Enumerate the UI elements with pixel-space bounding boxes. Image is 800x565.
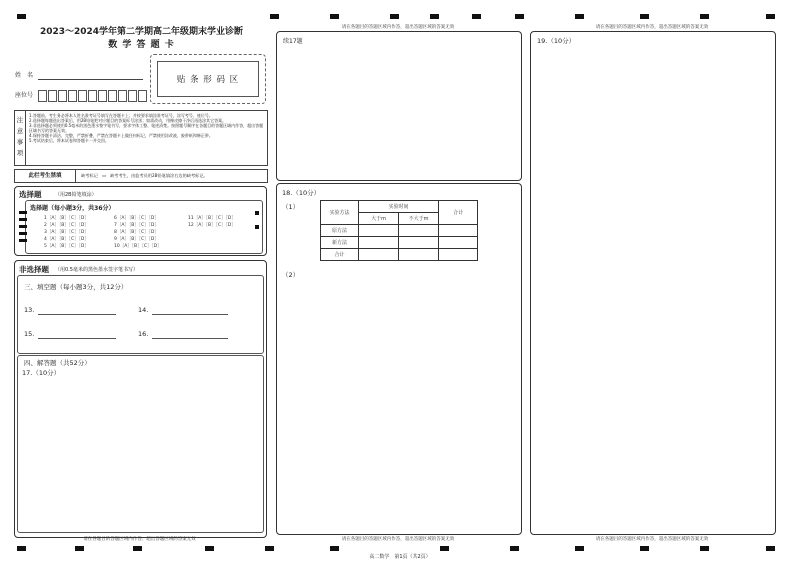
q18-label: 18.（10分） <box>282 189 321 197</box>
timing-mark <box>330 546 339 551</box>
choice-q7[interactable]: 7［A］［B］［C］［D］ <box>114 223 159 228</box>
choice-q11[interactable]: 11［A］［B］［C］［D］ <box>188 216 236 221</box>
choice-q12[interactable]: 12［A］［B］［C］［D］ <box>188 223 236 228</box>
notice-item: 1.答题前，考生务必将本人姓名准考证号填写在答题卡上；并按要求填涂准考证号，涂写考号、座位号。 <box>29 113 213 118</box>
table-row-label: 合计 <box>321 249 359 261</box>
nonchoice-section <box>14 260 267 538</box>
notice-box <box>14 110 268 166</box>
notice-item: 3.非选择题必须使用0.5毫米的黑色墨水签字笔书写，要求字体工整、笔迹清楚。按照题号顺序在各题目的答题区域内作答，超出答题区域书写的答案无效。 <box>29 123 264 133</box>
timing-mark <box>75 546 84 551</box>
q18-part2: （2） <box>282 271 300 279</box>
choice-subtitle: 选择题（每小题3分，共36分） <box>30 205 115 212</box>
timing-mark <box>19 239 27 242</box>
timing-mark <box>510 546 519 551</box>
q18-box[interactable] <box>276 183 522 535</box>
choice-title: 选择题 <box>19 190 42 199</box>
choice-q1[interactable]: 1［A］［B］［C］［D］ <box>44 216 89 221</box>
timing-mark <box>430 14 439 19</box>
timing-mark <box>19 225 27 228</box>
timing-mark <box>19 218 27 221</box>
choice-q3[interactable]: 3［A］［B］［C］［D］ <box>44 230 89 235</box>
choice-section <box>14 186 267 256</box>
table-cell[interactable] <box>399 225 439 237</box>
solve-title: 四、解答题（共52分） <box>24 359 91 367</box>
table-cell[interactable] <box>439 225 478 237</box>
table-cell[interactable] <box>439 237 478 249</box>
seat-boxes[interactable] <box>38 87 148 106</box>
timing-mark <box>133 546 142 551</box>
timing-mark <box>700 546 709 551</box>
timing-mark <box>440 546 449 551</box>
barcode-label: 贴 条 形 码 区 <box>157 61 259 97</box>
timing-mark <box>17 546 26 551</box>
table-cell[interactable] <box>359 249 399 261</box>
table-time-header: 实验时间 <box>359 201 439 213</box>
q17-label: 17.（10分） <box>22 369 61 377</box>
choice-box <box>25 200 263 254</box>
notice-item: 4.保持答题卡清洁、完整，严禁折叠，严禁在答题卡上做任何标记，严禁使用涂改液、胶带纸和修正带。 <box>29 133 213 138</box>
timing-mark <box>575 546 584 551</box>
q17-continued-label: 续17题 <box>283 38 303 45</box>
table-cell[interactable] <box>359 237 399 249</box>
page-subtitle: 数 学 答 题 卡 <box>108 40 175 50</box>
timing-mark <box>766 546 775 551</box>
choice-note: （用2B铅笔填涂） <box>55 192 97 198</box>
timing-mark <box>640 14 649 19</box>
q14-label: 14. <box>138 306 149 314</box>
q15-answer[interactable] <box>38 338 116 339</box>
col1-bottom-note: 请在各题目的答题区域内作答，超出答题区域的答案无效 <box>83 537 196 542</box>
choice-q4[interactable]: 4［A］［B］［C］［D］ <box>44 237 89 242</box>
q13-label: 13. <box>24 306 35 314</box>
q17-answer-area[interactable] <box>22 378 258 528</box>
table-gt-header: 大于m <box>359 213 399 225</box>
timing-mark <box>390 14 399 19</box>
timing-mark <box>255 225 259 229</box>
timing-mark <box>205 546 214 551</box>
q17-continued-box[interactable] <box>276 31 522 181</box>
timing-mark <box>575 14 584 19</box>
col2-bottom-note: 请在各题目的答题区域内作答，超出答题区域的答案无效 <box>341 537 455 542</box>
table-cell[interactable] <box>399 249 439 261</box>
timing-mark <box>17 14 26 19</box>
q14-answer[interactable] <box>152 314 228 315</box>
col3-top-note: 请在各题目的答题区域内作答，超出答题区域的答案无效 <box>595 25 709 30</box>
page-title: 2023～2024学年第二学期高二年级期末学业诊断 <box>39 27 244 37</box>
absent-text[interactable]: 缺考标记 ▭ 缺考考生，由监考员用2B铅笔填涂右边的缺考标记。 <box>81 173 208 178</box>
table-method-header: 实验方法 <box>321 201 359 225</box>
col2-top-note: 请在各题目的答题区域内作答，超出答题区域的答案无效 <box>341 25 455 30</box>
choice-q6[interactable]: 6［A］［B］［C］［D］ <box>114 216 159 221</box>
timing-mark <box>700 14 709 19</box>
barcode-area <box>150 54 266 104</box>
name-field[interactable] <box>38 79 143 80</box>
table-cell[interactable] <box>399 237 439 249</box>
timing-mark <box>270 14 279 19</box>
table-total-header: 合计 <box>439 201 478 225</box>
timing-mark <box>19 211 27 214</box>
fill-box <box>17 275 264 354</box>
page-footer: 高二数学 第1页（共2页） <box>369 554 431 560</box>
choice-q8[interactable]: 8［A］［B］［C］［D］ <box>114 230 159 235</box>
nonchoice-title: 非选择题 <box>19 265 49 274</box>
choice-q9[interactable]: 9［A］［B］［C］［D］ <box>114 237 159 242</box>
choice-q10[interactable]: 10［A］［B］［C］［D］ <box>114 244 162 249</box>
timing-mark <box>255 211 259 215</box>
seat-label: 座位号 <box>15 92 34 99</box>
q15-label: 15. <box>24 330 35 338</box>
table-row-label: 原方法 <box>321 225 359 237</box>
notice-item: 2.选择题每题选出答案后，用2B铅笔把对应题目的答案标号涂黑；如需改动，用橡皮擦干净后再选涂其它答案。 <box>29 118 227 123</box>
q16-label: 16. <box>138 330 149 338</box>
q19-box[interactable] <box>530 31 776 535</box>
name-label: 姓 名 <box>15 72 34 79</box>
q13-answer[interactable] <box>38 314 116 315</box>
absent-row <box>14 169 268 183</box>
timing-mark <box>330 14 339 19</box>
absent-label: 此栏考生禁填 <box>15 170 76 182</box>
table-le-header: 不大于m <box>399 213 439 225</box>
timing-mark <box>265 546 274 551</box>
notice-label: 注意事项 <box>15 111 26 165</box>
notice-item: 5.考试结束后，将本试卷和答题卡一并交回。 <box>29 138 109 143</box>
choice-q2[interactable]: 2［A］［B］［C］［D］ <box>44 223 89 228</box>
fill-title: 三、填空题（每小题3分，共12分） <box>24 283 128 291</box>
table-cell[interactable] <box>359 225 399 237</box>
timing-mark <box>515 14 524 19</box>
timing-mark <box>766 14 775 19</box>
table-cell[interactable] <box>439 249 478 261</box>
q19-label: 19.（10分） <box>537 37 576 45</box>
q18-part1: （1） <box>282 203 300 211</box>
timing-mark <box>19 232 27 235</box>
timing-mark <box>472 14 481 19</box>
contingency-table <box>320 200 478 261</box>
table-row-label: 新方法 <box>321 237 359 249</box>
nonchoice-note: （用0.5毫米的黑色墨水签字笔书写） <box>55 267 138 273</box>
solve-box <box>17 355 264 533</box>
q16-answer[interactable] <box>152 338 228 339</box>
col3-bottom-note: 请在各题目的答题区域内作答，超出答题区域的答案无效 <box>595 537 709 542</box>
timing-mark <box>640 546 649 551</box>
choice-q5[interactable]: 5［A］［B］［C］［D］ <box>44 244 89 249</box>
